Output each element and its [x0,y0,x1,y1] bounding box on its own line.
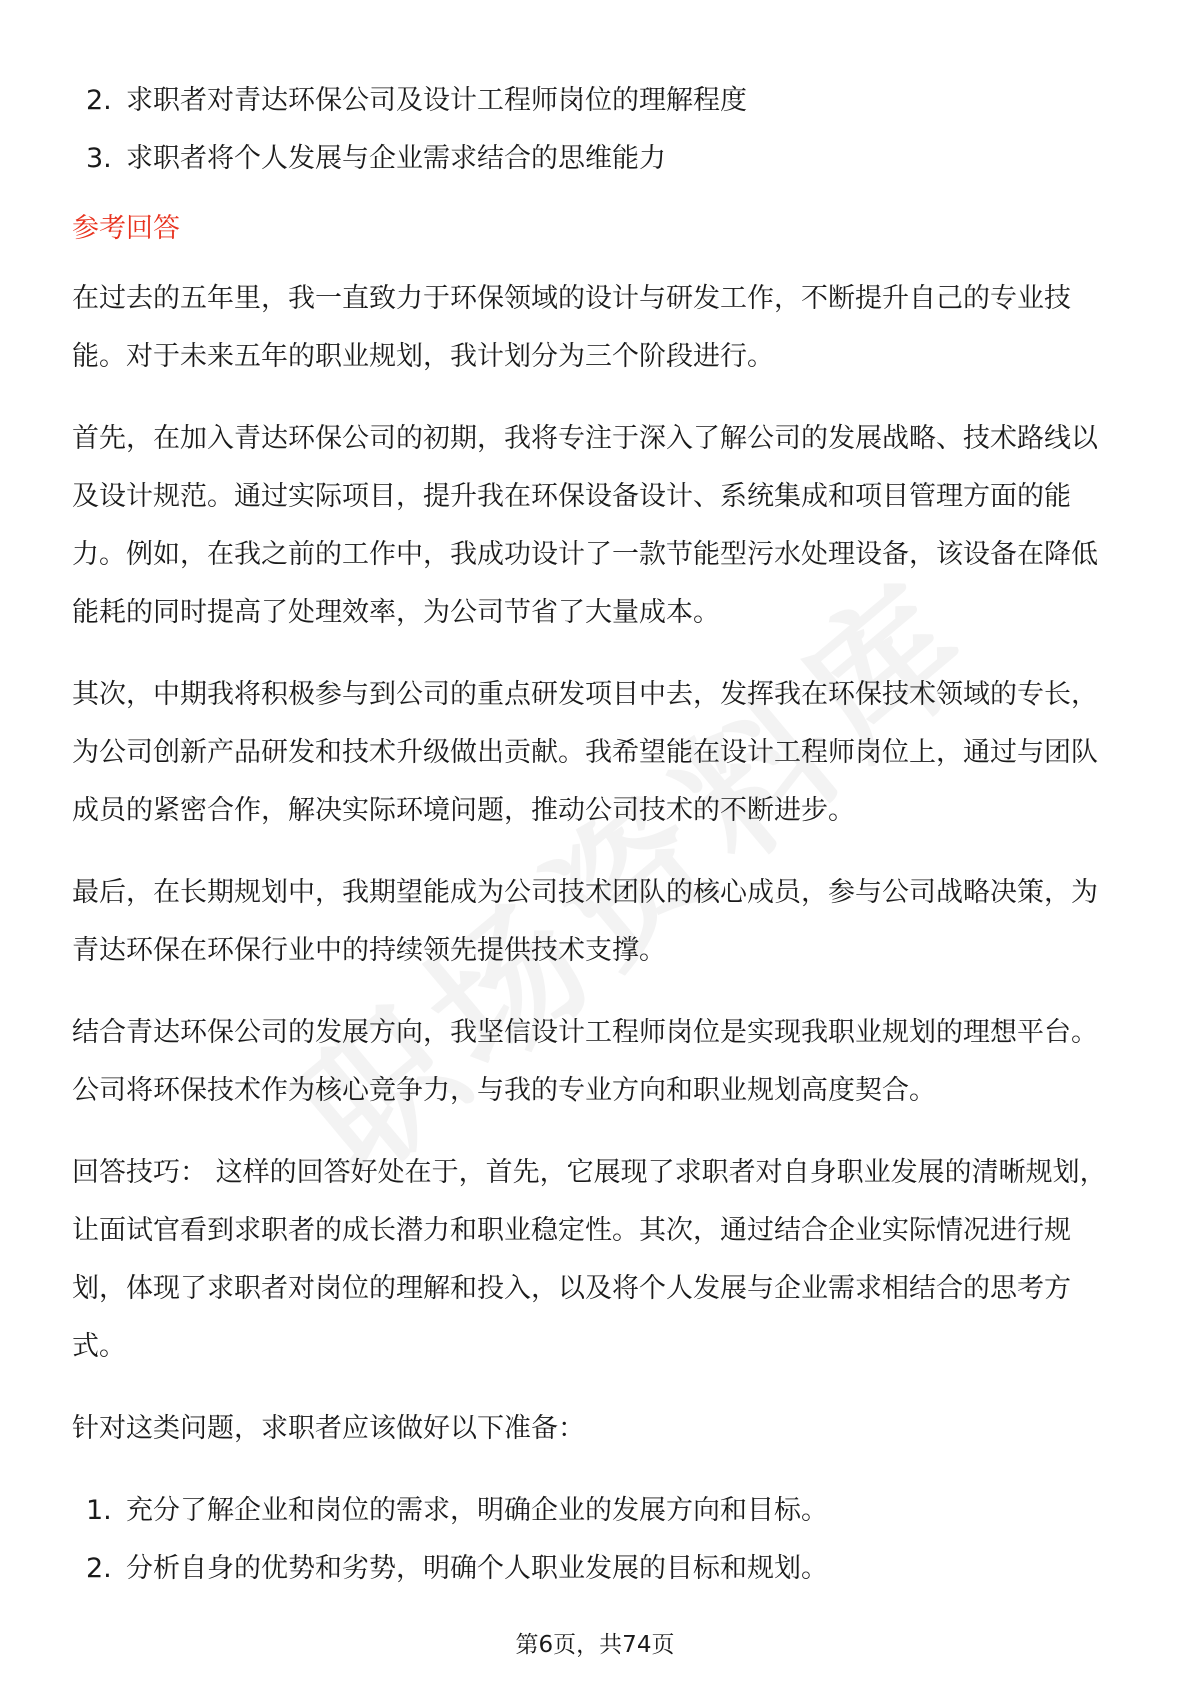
page-content [72,72,1122,1598]
paragraph: 针对这类问题，求职者应该做好以下准备： [72,1413,585,1444]
list-item-text: 求职者对青达环保公司及设计工程师岗位的理解程度 [126,85,747,116]
answer-tips-paragraph: 回答技巧： 这样的回答好处在于，首先，它展现了求职者对自身职业发展的清晰规划，让面试官看到求职者的成长潜力和职业稳定性。其次，通过结合企业实际情况进行规划，体现了求职者对岗位的理解和投入，以及将个人发展与企业需求相结合的思考方式。 [72,1157,1107,1362]
list-item-number: 1. [86,1495,112,1526]
list-item-text: 求职者将个人发展与企业需求结合的思维能力 [126,143,666,174]
list-item [72,130,1122,188]
page-number-footer: 第6页，共74页 [515,1632,675,1658]
top-list [72,72,1122,188]
list-item-number: 2. [86,85,112,116]
section-heading: 参考回答 [72,213,180,244]
list-item [72,1482,1122,1540]
paragraph: 最后，在长期规划中，我期望能成为公司技术团队的核心成员，参与公司战略决策，为青达环保在环保行业中的持续领先提供技术支撑。 [72,877,1098,966]
bottom-list [72,1482,1122,1598]
list-item [72,72,1122,130]
list-item-text: 分析自身的优势和劣势，明确个人职业发展的目标和规划。 [126,1553,828,1584]
paragraph: 其次，中期我将积极参与到公司的重点研发项目中去，发挥我在环保技术领域的专长，为公司创新产品研发和技术升级做出贡献。我希望能在设计工程师岗位上，通过与团队成员的紧密合作，解决实际环境问题，推动公司技术的不断进步。 [72,679,1098,826]
paragraph: 首先，在加入青达环保公司的初期，我将专注于深入了解公司的发展战略、技术路线以及设计规范。通过实际项目，提升我在环保设备设计、系统集成和项目管理方面的能力。例如，在我之前的工作中，我成功设计了一款节能型污水处理设备，该设备在降低能耗的同时提高了处理效率，为公司节省了大量成本。 [72,423,1098,628]
list-item-text: 充分了解企业和岗位的需求，明确企业的发展方向和目标。 [126,1495,828,1526]
paragraph: 结合青达环保公司的发展方向，我坚信设计工程师岗位是实现我职业规划的理想平台。公司将环保技术作为核心竞争力，与我的专业方向和职业规划高度契合。 [72,1017,1098,1106]
list-item-number: 2. [86,1553,112,1584]
list-item [72,1540,1122,1598]
paragraph: 在过去的五年里，我一直致力于环保领域的设计与研发工作，不断提升自己的专业技能。对于未来五年的职业规划，我计划分为三个阶段进行。 [72,283,1071,372]
list-item-number: 3. [86,143,112,174]
